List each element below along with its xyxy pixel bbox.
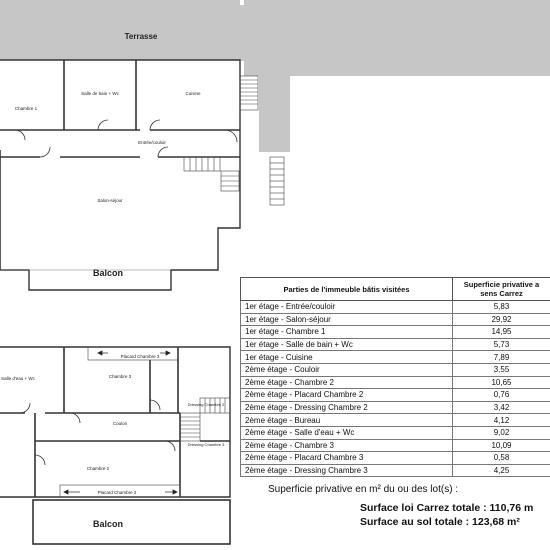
row-area: 5,83: [453, 301, 550, 314]
room-label-placard-chambre2: Placard Chambre 2: [97, 490, 137, 495]
room-label-dressing-chambre2: Dressing Chambre 2: [187, 402, 225, 407]
table-row: [241, 426, 550, 439]
header-area: [453, 278, 550, 301]
room-label-chambre1: Chambre 1: [14, 106, 38, 111]
table-row: [241, 351, 550, 364]
table-row: [241, 338, 550, 351]
row-area: 9,02: [453, 426, 550, 439]
table-row: [241, 376, 550, 389]
floor1-stair-lower: [184, 157, 239, 191]
row-area: 29,92: [453, 313, 550, 326]
room-label-salle-de-bain: Salle de bain + Wc: [81, 91, 119, 96]
row-area: 14,95: [453, 326, 550, 339]
room-label-entree-couloir: Entrée/couloir: [138, 140, 166, 145]
exterior-stair: [270, 157, 284, 205]
row-area: 3,55: [453, 363, 550, 376]
room-label-chambre3: Chambre 3: [108, 374, 132, 379]
table-row: [241, 301, 550, 314]
row-part: 2ème étage - Placard Chambre 3: [241, 452, 453, 465]
row-area: 0,76: [453, 389, 550, 402]
room-label-dressing-chambre3: Dressing Chambre 3: [187, 442, 225, 447]
table-row: [241, 326, 550, 339]
exterior-area-right-mid: [259, 76, 290, 152]
floor1-doors: [15, 120, 237, 157]
row-area: 7,89: [453, 351, 550, 364]
table-body: [241, 301, 550, 477]
room-label-salon-sejour: Salon-séjour: [97, 198, 123, 203]
room-label-cuisine: Cuisine: [185, 91, 201, 96]
room-label-placard-chambre3: Placard Chambre 3: [120, 354, 160, 359]
table-row: [241, 414, 550, 427]
table-row: [241, 439, 550, 452]
areas-table: [240, 277, 550, 477]
exterior-area-right-top: [244, 0, 550, 76]
balcony-floor2: [33, 500, 230, 544]
row-part: 1er étage - Cuisine: [241, 351, 453, 364]
row-part: 1er étage - Entrée/couloir: [241, 301, 453, 314]
table-row: [241, 464, 550, 477]
table-header-row: [241, 278, 550, 301]
row-area: 5,73: [453, 338, 550, 351]
header-area-line2: sens Carrez: [480, 289, 523, 298]
row-part: 2ème étage - Couloir: [241, 363, 453, 376]
sol-total: Surface au sol totale : 123,68 m²: [360, 516, 520, 528]
row-part: 2ème étage - Bureau: [241, 414, 453, 427]
table-row: [241, 313, 550, 326]
header-area-line1: Superficie privative a: [463, 280, 540, 289]
table-row: [241, 389, 550, 402]
row-area: 10,65: [453, 376, 550, 389]
floor2-plan: [0, 347, 230, 544]
terrace-label: Terrasse: [124, 32, 158, 41]
floor2-doors: [20, 400, 175, 465]
table-row: [241, 401, 550, 414]
room-label-chambre2: Chambre 2: [86, 466, 110, 471]
summary-caption: Superficie privative en m² du ou des lot(s) :: [268, 484, 459, 495]
floor1-outer-wall: [0, 60, 240, 290]
row-part: 2ème étage - Placard Chambre 2: [241, 389, 453, 402]
row-area: 4,12: [453, 414, 550, 427]
row-part: 2ème étage - Chambre 3: [241, 439, 453, 452]
row-part: 2ème étage - Dressing Chambre 3: [241, 464, 453, 477]
floor1-stair-right: [240, 76, 258, 110]
room-label-salle-deau: Salle d'eau + Wc: [1, 376, 35, 381]
row-part: 1er étage - Salle de bain + Wc: [241, 338, 453, 351]
room-label-couloir: Couloir: [112, 421, 128, 426]
table-row: [241, 363, 550, 376]
row-area: 3,42: [453, 401, 550, 414]
floor1-interior-walls: [0, 60, 240, 270]
row-part: 2ème étage - Chambre 2: [241, 376, 453, 389]
row-area: 4,25: [453, 464, 550, 477]
row-part: 2ème étage - Salle d'eau + Wc: [241, 426, 453, 439]
row-part: 2ème étage - Dressing Chambre 2: [241, 401, 453, 414]
balcony-label-floor2: Balcon: [92, 519, 124, 529]
terrace-area: [0, 0, 262, 61]
table-row: [241, 452, 550, 465]
carrez-total: Surface loi Carrez totale : 110,76 m: [360, 502, 534, 514]
row-area: 0,58: [453, 452, 550, 465]
header-part: Parties de l'immeuble bâtis visitées: [241, 278, 453, 301]
row-part: 1er étage - Salon-séjour: [241, 313, 453, 326]
row-part: 1er étage - Chambre 1: [241, 326, 453, 339]
balcony-label-floor1: Balcon: [92, 268, 124, 278]
row-area: 10,09: [453, 439, 550, 452]
